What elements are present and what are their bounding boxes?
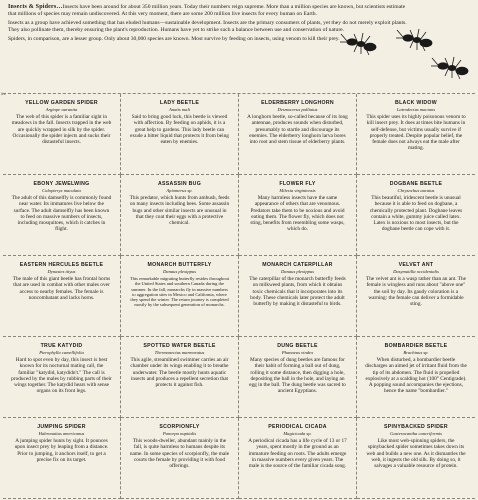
card-latin-name: Latrodectus mactans <box>396 107 436 112</box>
card-latin-name: Danaus plexippus <box>280 269 315 274</box>
card-grid <box>3 93 475 499</box>
card-name: SCORPIONFLY <box>159 424 200 430</box>
insect-card <box>357 94 475 175</box>
card-name: PERIODICAL CICADA <box>268 424 327 430</box>
card-latin-name: Argiope aurantia <box>45 107 78 112</box>
insect-card <box>357 418 475 499</box>
card-name: DUNG BEETLE <box>277 343 318 349</box>
ant-icon <box>431 57 468 79</box>
card-latin-name: Milesia virginiensis <box>279 188 316 193</box>
card-description: The caterpillar of the monarch butterfly feeds on milkweed plants, from which it obtains toxic chemicals that it incorporates into its body. These chemicals later protect the adult butterfly by making it distasteful to birds. <box>249 276 346 308</box>
card-name: MONARCH BUTTERFLY <box>147 262 212 268</box>
card-description: Many harmless insects have the same appearance of others that are venomous. Predators take them to be noxious and avoid eating them. The flower fly, which does not sting, benefits from resembling some wasps, which do. <box>250 195 345 233</box>
card-latin-name: Dasymutilla occidentalis <box>393 269 439 274</box>
card-name: ASSASSIN BUG <box>157 181 202 187</box>
insect-card <box>239 94 357 175</box>
card-latin-name: Thermonectus marmoratus <box>154 350 205 355</box>
card-latin-name: Dynastes tityus <box>47 269 76 274</box>
card-name: EASTERN HERCULES BEETLE <box>19 262 104 268</box>
card-name: BLACK WIDOW <box>395 100 437 106</box>
card-name: SPINYBACKED SPIDER <box>384 424 448 430</box>
ant-icon <box>340 33 376 55</box>
intro-title: Insects & Spiders… <box>8 4 63 10</box>
card-description: A periodical cicada has a life cycle of 13 or 17 years, spent mostly in the ground as an immature feeding on roots. The adults emerge in massive numbers every given years. The male is the source of the familiar cicada song. <box>248 438 347 470</box>
card-name: TRUE KATYDID <box>40 343 83 349</box>
intro-paragraph-1: Insects have been around for about 350 million years. Today their numbers reign supreme. More than a million species are known, but scientists estimate that millions of species may remain undiscovered. At this very moment, there are some 200 million live insects for every human on Earth. <box>8 4 406 17</box>
card-description: A longhorn beetle, so-called because of its long antennae, produces sounds when disturbed, presumably to startle and discourage its enemies. The elderberry longhorn larva bores into root and stem tissue of elderberry plants. <box>247 114 348 146</box>
insect-card <box>121 418 239 499</box>
card-latin-name: Phanaeus vindex <box>281 350 314 355</box>
card-description: Like most web-spinning spiders, the spinybacked spider sometimes takes down its web and builds a new one. As it dismantles the web, it ingests the old silk. By doing so, it salvages a valuable resource of protein. <box>366 438 466 470</box>
scissors-icon: ✂ <box>1 92 7 98</box>
card-name: ELDERBERRY LONGHORN <box>261 100 334 106</box>
card-description: This remarkable migrating butterfly resides throughout the United States and southern Canada during the summer. In the fall, monarchs fly in massive numbers to aggregation sites in Mexico and California, where they spend the winter. The return journey is completed mostly by the subsequent generation of monarchs. <box>129 276 230 308</box>
card-name: LADY BEETLE <box>159 100 200 106</box>
insect-card <box>3 94 121 175</box>
card-description: The velvet ant is a wasp rather than an ant. The female is wingless and runs about "above one" the soil by day. Its gaudy coloration is a warning: the female can deliver a formidable sting. <box>365 276 467 308</box>
card-latin-name: Gasteracantha cancriformis <box>390 431 442 436</box>
card-name: DOGBANE BEETLE <box>389 181 443 187</box>
card-description: The adult of this damselfly is commonly found near water. Its immatures live below the surface. The adult damselfly has been known to feed on massive numbers of insects, including mosquitoes, which it catches in flight. <box>11 195 112 233</box>
insect-card <box>3 256 121 337</box>
card-latin-name: Magicicada sp. <box>283 431 312 436</box>
card-latin-name: Pterophylla camellifolia <box>39 350 84 355</box>
card-name: EBONY JEWELWING <box>33 181 90 187</box>
insect-card <box>239 175 357 256</box>
insect-card <box>3 337 121 418</box>
card-latin-name: Habronattus americanus <box>38 431 85 436</box>
card-latin-name: Brachinus sp. <box>403 350 429 355</box>
card-name: VELVET ANT <box>398 262 434 268</box>
card-name: YELLOW GARDEN SPIDER <box>25 100 98 106</box>
card-name: MONARCH CATERPILLAR <box>262 262 333 268</box>
card-latin-name: Apiomerus sp. <box>166 188 193 193</box>
card-description: A jumping spider hunts by sight. It pounces upon insect prey by leaping from a distance. Prior to jumping, it anchors itself, to get a precise fix on its target. <box>14 438 109 463</box>
card-description: The male of this giant beetle has frontal horns that are used in combat with other males over access to nearby females. The female is noncombatant and lacks horns. <box>12 276 111 301</box>
insect-card <box>3 418 121 499</box>
card-description: This agile, streamlined swimmer carries an air chamber under its wings enabling it to breathe underwater. The beetle mostly hunts aquatic insects and produces a repellent secretion that protects it against fish. <box>130 357 229 389</box>
insect-card <box>357 337 475 418</box>
insect-card <box>3 175 121 256</box>
card-description: This spider uses its highly poisonous venom to kill insect prey. It does at times bite humans in self-defense, but victims usually survive if properly treated. Despite popular belief, the female does not always eat the male after mating. <box>366 114 466 152</box>
card-latin-name: Calopteryx maculata <box>42 188 81 193</box>
card-description: Said to bring good luck, this beetle is viewed with affection. By feeding on aphids, it is a great help to gardens. This lady beetle can exude a bitter liquid that protects it from being eaten by enemies. <box>130 114 229 146</box>
intro-paragraph-3: Spiders, in comparison, are a lesser group. Only about 30,000 species are known. Most survive by feeding on insects, using venom to kill their prey. <box>8 36 340 43</box>
card-latin-name: Anatis mali <box>168 107 191 112</box>
insect-card <box>121 337 239 418</box>
card-name: SPOTTED WATER BEETLE <box>143 343 216 349</box>
ant-icon <box>396 29 432 51</box>
card-description: This beautiful, iridescent beetle is unusual because it is able to feed on dogbane, a chemically protected plant. Dogbane leaves contain a white, gummy juice called latex. Latex is noxious to most insects, but the dogbane beetle can cope with it. <box>369 195 463 233</box>
card-description: When disturbed, a bombardier beetle discharges an aimed jet of irritant fluid from the tip of its abdomen. The fluid is propelled explosively at a scalding hot (100° Centigrade). A popping sound accompanies the ejections, hence the name "bombardier." <box>365 357 467 395</box>
card-description: The web of this spider is a familiar sight in meadows in the fall. Insects trapped in the web are quickly wrapped in silk by the spider. Occasionally the spider injects and sucks their distasteful insects. <box>11 114 112 146</box>
card-description: Many species of dung beetles are famous for their habit of forming a ball out of dung, rolling it some distance, then digging a hole, depositing the ball in the hole, and laying an egg in the ball. The dung beetle was sacred to ancient Egyptians. <box>249 357 346 395</box>
ant-icons <box>330 8 478 88</box>
card-name: BOMBARDIER BEETLE <box>384 343 448 349</box>
card-name: FLOWER FLY <box>279 181 316 187</box>
insect-card <box>239 418 357 499</box>
card-latin-name: Desmocerus palliatus <box>277 107 318 112</box>
insect-card <box>357 256 475 337</box>
insect-card <box>357 175 475 256</box>
card-latin-name: Danaus plexippus <box>162 269 197 274</box>
card-latin-name: Chrysochus auratus <box>397 188 435 193</box>
card-latin-name: Panorpa nuptialis <box>162 431 197 436</box>
card-name: JUMPING SPIDER <box>37 424 86 430</box>
card-description: This woods-dweller, abundant mainly in the fall, is quite harmless to humans despite its name. In some species of scorpionfly, the male courts the female by providing it with food offerings. <box>129 438 230 470</box>
insect-card <box>239 337 357 418</box>
intro-paragraph-2: Insects as a group have achieved something that has eluded humans—sustainable development. Insects are the primary consumers of plants, yet they do not merely exploit plants. They also pollinate them, thereby ensuring the plant's reproduction. Humans have yet to strike such a balance between use and conservation of nature. <box>8 20 407 33</box>
insect-card <box>239 256 357 337</box>
insect-card <box>121 256 239 337</box>
insect-card <box>121 175 239 256</box>
insect-card <box>121 94 239 175</box>
card-description: This predator, which hunts from ambush, feeds on many insects including bees. Some assassin bugs and other similar insects are unusual in that they coat their eggs with a protective chemical. <box>129 195 230 227</box>
card-description: Hard to spot even by day, this insect is best known for its nocturnal mating call, the familiar "katydid, katydidn't." The call is produced by the males by rubbing parts of their wings together. The katydid hears with sense organs on its front legs. <box>11 357 112 395</box>
